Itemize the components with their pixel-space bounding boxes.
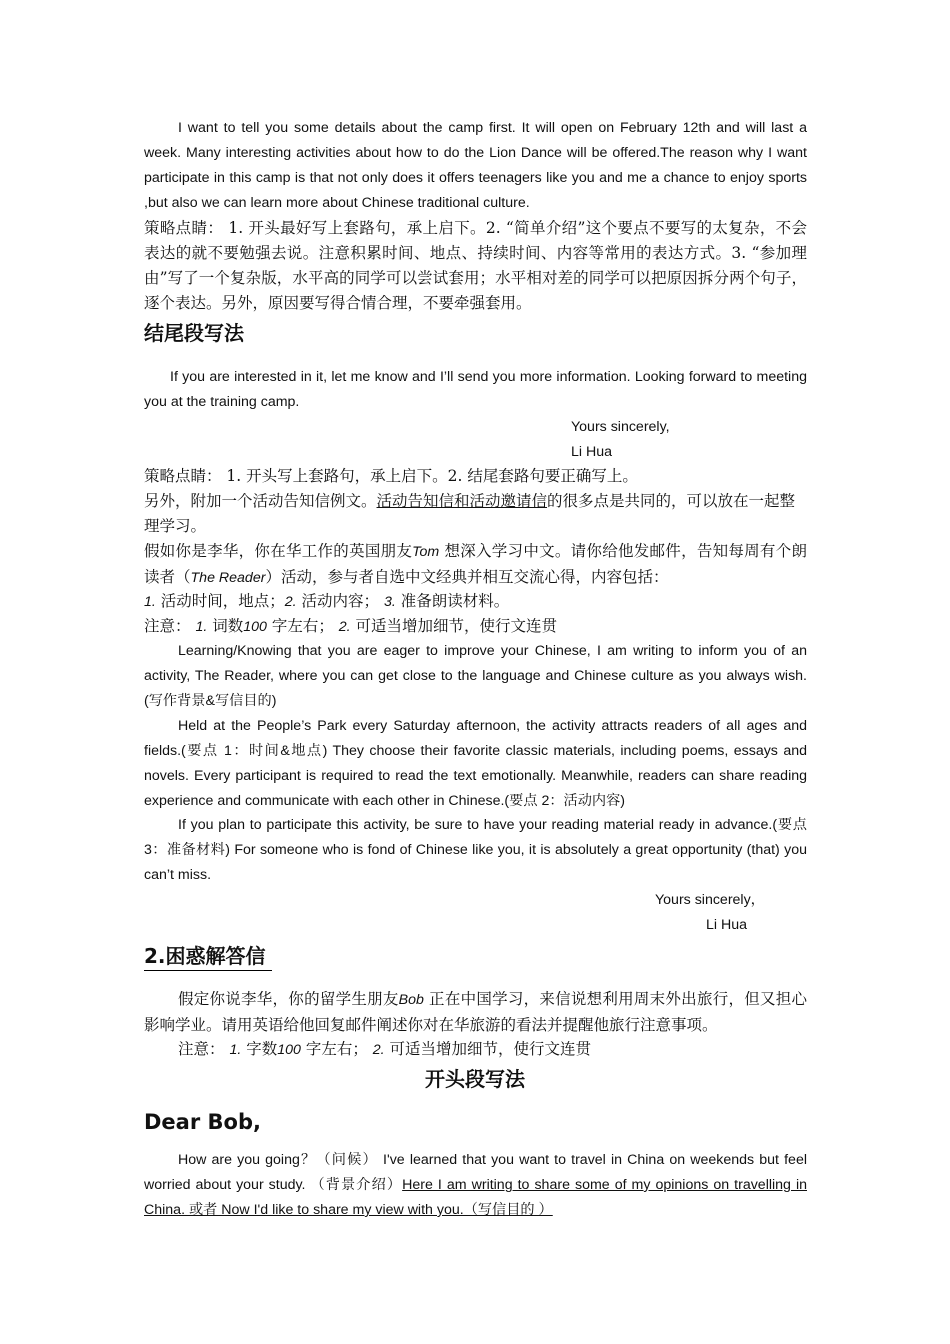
camp-paragraph: I want to tell you some details about the camp first. It will open on February 12th and will last a week. Many interesting activities about how to do the Lion Dance will be offered.The reason why I want participate in this camp is that not only does it offers teenagers like you and me a chance to enjoy sports ,but also we can learn more about Chinese traditional culture. <box>144 120 807 211</box>
note-word-count: 100 <box>243 619 267 635</box>
closing-signoff-1: Yours sincerely, <box>571 419 670 435</box>
closing-paragraph: If you are interested in it, let me know and I’ll send you more information. Looking forward to meeting you at the training camp. <box>144 369 807 410</box>
task1-prompt-b: 想深入学习中文。请你给他发邮件，告知每周有个朗读者（ <box>144 542 807 586</box>
sample-paragraph-3: If you plan to participate this activity, be sure to have your reading material ready in advance.(要点 3：准备材料) For someone who is fond of Chinese like you, it is absolutely a great opportunity (that) you can’t miss. <box>144 817 807 883</box>
point-number-2: 2. <box>284 594 297 610</box>
note-label: 注意： <box>144 617 196 635</box>
sample-paragraph-2: Held at the People’s Park every Saturday afternoon, the activity attracts readers of all ages and fields.(要点 1：时间&地点) They choose their favorite classic materials, including poems, essays and novels. Every participant is required to read the text emotionally. Meanwhile, readers can share reading experience and communicate with each other in Chinese.(要点 2：活动内容) <box>144 718 807 809</box>
bob-opening-underlined: Here I am writing to share some of my opinions on travelling in China. 或者 Now I'd like to share my view with you.（写信目的 ） <box>144 1177 807 1218</box>
note-text-1: 词数 <box>207 617 244 635</box>
note2-number-1: 1. <box>229 1042 242 1058</box>
extra-intro-post: 的很多点是共同的，可以放在一起整理学习。 <box>144 492 796 535</box>
heading-underline <box>144 970 272 971</box>
task1-reader: The Reader <box>190 570 266 586</box>
heading-closing-paragraph: 结尾段写法 <box>144 321 244 345</box>
point-text-2: 活动内容； <box>296 592 384 610</box>
closing-signoff-2: Yours sincerely， <box>655 892 765 908</box>
extra-intro-pre: 另外，附加一个活动告知信例文。 <box>144 492 377 510</box>
point-number-1: 1. <box>144 594 156 610</box>
task1-friend-name: Tom <box>412 544 440 560</box>
closing-signature-2: Li Hua <box>706 917 748 933</box>
bob-opening-text: How are you going？（问候） I've learned that you want to travel in China on weekends but feel worried about your study. （背景介绍） <box>144 1152 807 1193</box>
task2-friend-name: Bob <box>398 992 424 1008</box>
note2-text-1: 字数 <box>241 1040 278 1058</box>
point-number-3: 3. <box>383 594 396 610</box>
task1-prompt-a: 假如你是李华，你在华工作的英国朋友 <box>144 542 413 560</box>
greeting: Dear Bob, <box>144 1110 261 1134</box>
task1-prompt <box>144 539 807 591</box>
note2-text-2: 字左右； <box>300 1040 373 1058</box>
note2-number-2: 2. <box>372 1042 385 1058</box>
note-number-2: 2. <box>338 619 351 635</box>
note-text-3: 可适当增加细节，使行文连贯 <box>350 617 558 635</box>
heading-opening-paragraph: 开头段写法 <box>425 1067 525 1091</box>
heading-section-2: 2.困惑解答信 <box>144 944 266 968</box>
task2-note <box>178 1037 591 1062</box>
task2-prompt-b: 正在中国学习，来信说想利用周末外出旅行，但又担心影响学业。请用英语给他回复邮件阐述你对在华旅游的看法并提醒他旅行注意事项。 <box>144 990 807 1034</box>
closing-signature-1: Li Hua <box>571 444 613 460</box>
point-text-3: 准备朗读材料。 <box>395 592 510 610</box>
note2-text-3: 可适当增加细节，使行文连贯 <box>384 1040 592 1058</box>
note-number-1: 1. <box>195 619 208 635</box>
task2-prompt <box>144 987 807 1038</box>
bob-opening-paragraph <box>144 1148 807 1223</box>
strategy-note-2: 策略点睛： 1. 开头写上套路句，承上启下。2. 结尾套路句要正确写上。 <box>144 467 638 485</box>
strategy-note-1: 策略点睛： 1. 开头最好写上套路句，承上启下。2. “简单介绍”这个要点不要写的太复杂，不会表达的就不要勉强去说。注意积累时间、地点、持续时间、内容等常用的表达方式。3. “参加理由”写了一个复杂版，水平高的同学可以尝试套用；水平相对差的同学可以把原因拆分两个句子，逐个表达。另外，原因要写得合情合理，不要牵强套用。 <box>144 219 807 312</box>
task1-points <box>144 589 509 614</box>
point-text-1: 活动时间，地点； <box>155 592 285 610</box>
task1-prompt-c: ）活动，参与者自选中文经典并相互交流心得，内容包括： <box>265 568 669 586</box>
note2-word-count: 100 <box>277 1042 301 1058</box>
task2-prompt-a: 假定你说李华，你的留学生朋友 <box>178 990 399 1008</box>
sample-paragraph-1: Learning/Knowing that you are eager to improve your Chinese, I am writing to inform you of an activity, The Reader, where you can get close to the language and Chinese culture as you always wish.(写作背景&写信目的) <box>144 643 807 709</box>
extra-intro-underlined: 活动告知信和活动邀请信 <box>376 492 548 510</box>
note-text-2: 字左右； <box>266 617 339 635</box>
task1-note <box>144 614 557 639</box>
note2-label: 注意： <box>178 1040 230 1058</box>
extra-intro <box>144 489 807 539</box>
